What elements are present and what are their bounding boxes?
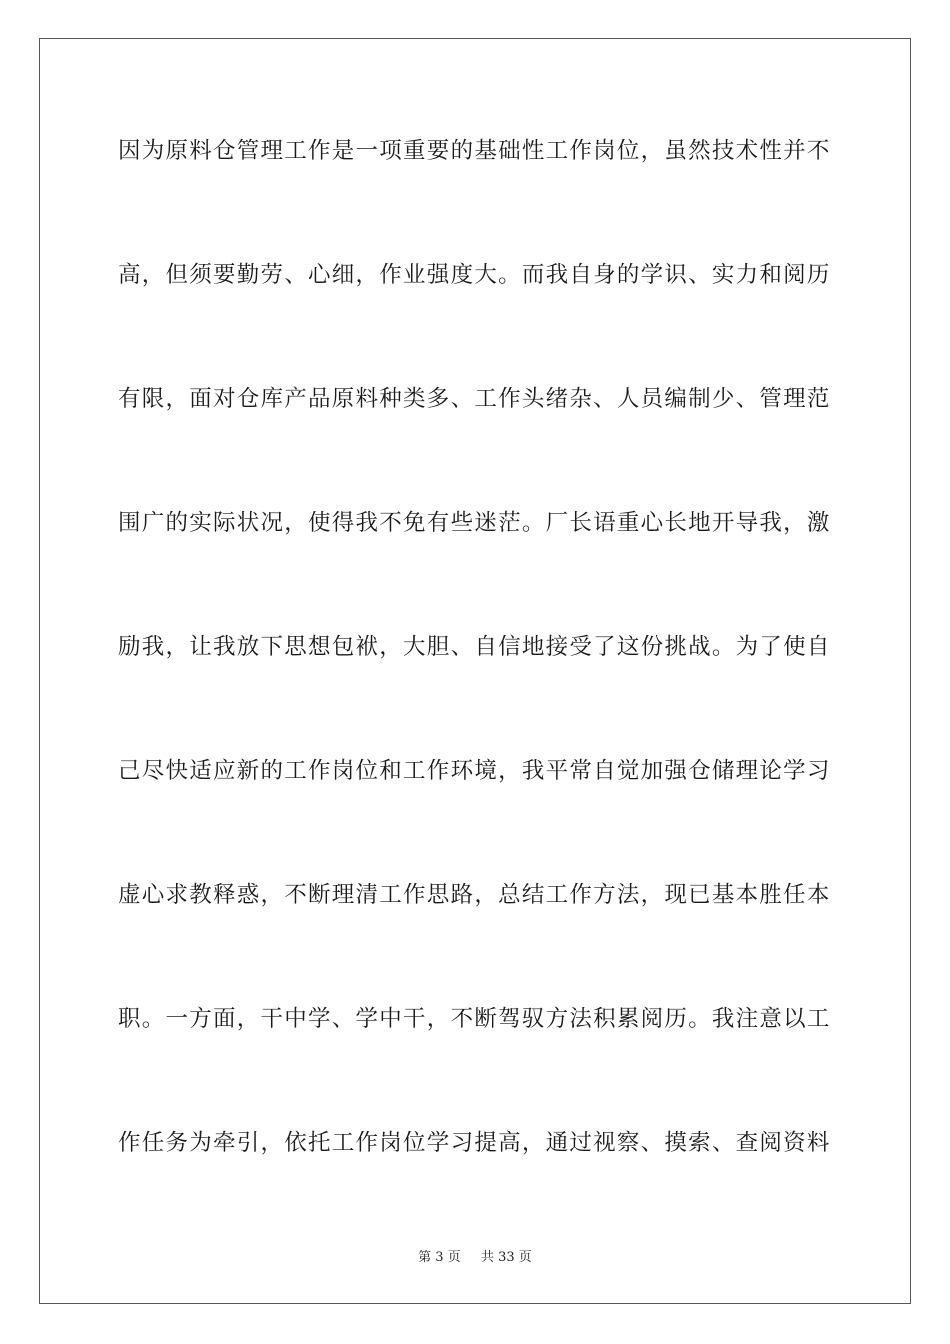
text-line: 己尽快适应新的工作岗位和工作环境，我平常自觉加强仓储理论学习	[118, 758, 830, 784]
text-line: 因为原料仓管理工作是一项重要的基础性工作岗位，虽然技术性并不	[118, 138, 830, 164]
body-text	[118, 126, 838, 1242]
text-line: 作任务为牵引，依托工作岗位学习提高，通过视察、摸索、查阅资料	[118, 1130, 830, 1156]
text-line: 职。一方面，干中学、学中干，不断驾驭方法积累阅历。我注意以工	[118, 1006, 830, 1032]
page-total: 共 33 页	[481, 1250, 532, 1265]
page-footer	[0, 1246, 950, 1265]
text-line: 有限，面对仓库产品原料种类多、工作头绪杂、人员编制少、管理范	[118, 386, 830, 412]
text-line: 高，但须要勤劳、心细，作业强度大。而我自身的学识、实力和阅历	[118, 262, 830, 288]
text-line: 励我，让我放下思想包袱，大胆、自信地接受了这份挑战。为了使自	[118, 634, 830, 660]
text-line: 虚心求教释惑，不断理清工作思路，总结工作方法，现已基本胜任本	[118, 882, 830, 908]
page-number: 第 3 页	[418, 1250, 461, 1265]
text-line: 围广的实际状况，使得我不免有些迷茫。厂长语重心长地开导我，激	[118, 510, 830, 536]
